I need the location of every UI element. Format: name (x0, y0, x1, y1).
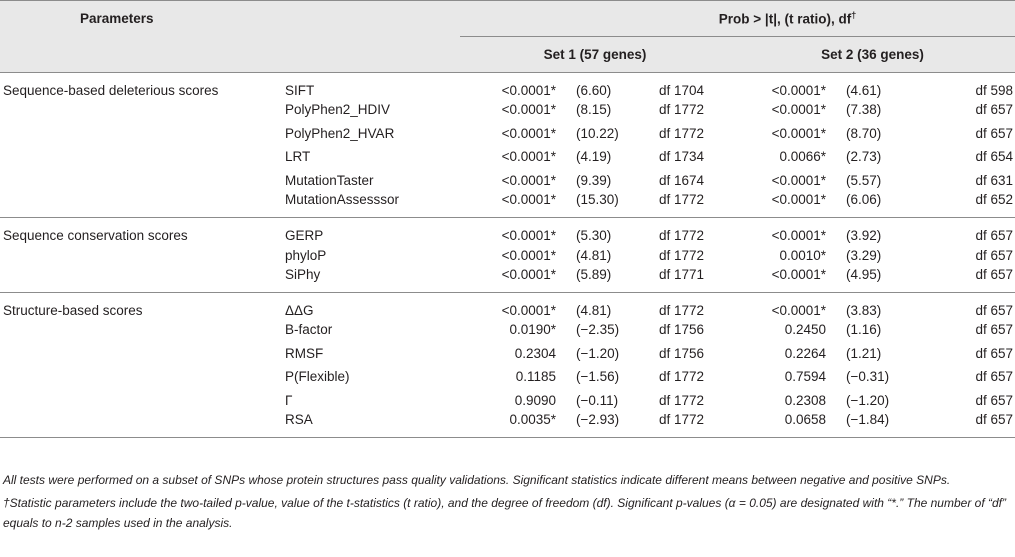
set2-p-value: 0.2264 (784, 345, 826, 361)
dagger-mark: † (851, 10, 857, 21)
set2-p-value: <0.0001* (771, 173, 826, 189)
group-label: Sequence-based deleterious scores (3, 83, 219, 98)
parameter-name: SiPhy (285, 266, 321, 282)
set2-p-value: 0.2450 (784, 322, 826, 338)
set1-t-ratio: (−1.20) (576, 345, 620, 361)
set2-t-ratio: (−1.84) (846, 412, 890, 428)
parameters-header: Parameters (80, 11, 154, 26)
table-row (0, 243, 1015, 267)
set2-p-value: 0.0010* (779, 247, 826, 263)
set1-df: df 1772 (659, 247, 705, 263)
set2-p-value: <0.0001* (771, 192, 826, 208)
group-label (0, 412, 285, 438)
set1-p-value: <0.0001* (501, 302, 556, 318)
set2-df: df 652 (975, 192, 1014, 208)
set1-p-value: <0.0001* (501, 149, 556, 165)
set2-t-ratio: (4.95) (846, 266, 882, 282)
set1-t-ratio: (4.81) (576, 247, 612, 263)
set2-df: df 657 (975, 302, 1014, 318)
set1-df: df 1756 (659, 322, 705, 338)
note-line-1: All tests were performed on a subset of SNPs whose protein structures pass quality validations. Significant statistics indicate different means between negative and positive SNPs. (3, 473, 951, 487)
set1-p-value: 0.9090 (514, 393, 556, 409)
set1-df: df 1772 (659, 393, 705, 409)
table-row (0, 267, 1015, 293)
set2-df: df 657 (975, 102, 1014, 118)
set2-df: df 657 (975, 369, 1014, 385)
set2-t-ratio: (6.06) (846, 192, 882, 208)
parameter-name: PolyPhen2_HDIV (285, 102, 391, 118)
table-row (0, 389, 1015, 413)
set1-p-value: <0.0001* (501, 192, 556, 208)
parameter-name: phyloP (285, 247, 327, 263)
table-header (0, 1, 1015, 73)
group-label (0, 389, 285, 413)
table-row (0, 145, 1015, 169)
table-row (0, 169, 1015, 193)
set1-df: df 1772 (659, 102, 705, 118)
prob-header-text: Prob > |t|, (t ratio), df (718, 11, 852, 27)
parameter-name: RSA (285, 412, 313, 428)
set1-p-value: <0.0001* (501, 266, 556, 282)
set1-df: df 1772 (659, 125, 705, 141)
set1-df: df 1734 (659, 149, 705, 165)
set2-df: df 657 (975, 322, 1014, 338)
set1-p-value: <0.0001* (501, 247, 556, 263)
set2-t-ratio: (3.83) (846, 302, 882, 318)
group-label (0, 267, 285, 293)
set2-p-value: 0.7594 (784, 369, 826, 385)
parameter-name: B-factor (285, 322, 333, 338)
set2-t-ratio: (−0.31) (846, 369, 890, 385)
set1-p-value: <0.0001* (501, 83, 556, 98)
group-label (0, 169, 285, 193)
table-row (0, 218, 1015, 244)
set2-p-value: <0.0001* (771, 266, 826, 282)
parameter-name: SIFT (285, 83, 315, 98)
set1-t-ratio: (10.22) (576, 125, 619, 141)
group-label (0, 122, 285, 146)
set2-df: df 657 (975, 345, 1014, 361)
set1-t-ratio: (5.30) (576, 228, 612, 244)
table-row (0, 98, 1015, 122)
set2-t-ratio: (7.38) (846, 102, 882, 118)
set2-t-ratio: (4.61) (846, 83, 882, 98)
set2-df: df 657 (975, 393, 1014, 409)
set2-t-ratio: (1.21) (846, 345, 882, 361)
set2-t-ratio: (8.70) (846, 125, 882, 141)
set2-df: df 657 (975, 228, 1014, 244)
set2-df: df 631 (975, 173, 1014, 189)
set1-t-ratio: (−1.56) (576, 369, 620, 385)
set2-df: df 657 (975, 412, 1014, 428)
set2-p-value: 0.0066* (779, 149, 826, 165)
set2-t-ratio: (1.16) (846, 322, 882, 338)
set2-p-value: 0.0658 (784, 412, 826, 428)
set2-header: Set 2 (36 genes) (730, 37, 1015, 73)
parameter-name: Γ (285, 393, 293, 409)
set1-t-ratio: (4.19) (576, 149, 612, 165)
set1-t-ratio: (5.89) (576, 266, 612, 282)
set1-t-ratio: (6.60) (576, 83, 612, 98)
table-notes (3, 470, 1008, 536)
set1-p-value: <0.0001* (501, 102, 556, 118)
set1-p-value: <0.0001* (501, 228, 556, 244)
table-row (0, 122, 1015, 146)
prob-header (560, 1, 1015, 37)
set1-df: df 1772 (659, 369, 705, 385)
parameter-name: P(Flexible) (285, 369, 350, 385)
table-row (0, 412, 1015, 438)
set1-df: df 1704 (659, 83, 705, 98)
set1-df: df 1772 (659, 228, 705, 244)
set2-df: df 654 (975, 149, 1014, 165)
set1-p-value: <0.0001* (501, 173, 556, 189)
set1-df: df 1674 (659, 173, 705, 189)
group-label: Structure-based scores (3, 302, 143, 318)
parameter-name: MutationAssesssor (285, 192, 400, 208)
group-label (0, 243, 285, 267)
parameter-name: ΔΔG (285, 302, 314, 318)
table-body (0, 73, 1015, 438)
set2-p-value: <0.0001* (771, 228, 826, 244)
set1-p-value: 0.0190* (509, 322, 556, 338)
group-label (0, 98, 285, 122)
group-label (0, 145, 285, 169)
parameter-name: LRT (285, 149, 311, 165)
set2-t-ratio: (3.29) (846, 247, 882, 263)
parameter-name: GERP (285, 228, 324, 244)
set2-p-value: <0.0001* (771, 125, 826, 141)
set2-t-ratio: (−1.20) (846, 393, 890, 409)
table-row (0, 192, 1015, 218)
set1-p-value: <0.0001* (501, 125, 556, 141)
group-label (0, 192, 285, 218)
set2-p-value: <0.0001* (771, 302, 826, 318)
set1-t-ratio: (−2.35) (576, 322, 620, 338)
group-label: Sequence conservation scores (3, 228, 188, 244)
set1-df: df 1771 (659, 266, 705, 282)
note-line-2: †Statistic parameters include the two-tailed p-value, value of the t-statistics (t ratio), and the degree of freedom (df). Significant p-values (α = 0.05) are designated with “*.” The number of “df” equals to n-2 samples used in the analysis. (3, 496, 1006, 530)
set2-df: df 657 (975, 266, 1014, 282)
set1-t-ratio: (−0.11) (576, 393, 619, 409)
table-row (0, 318, 1015, 342)
set2-p-value: 0.2308 (784, 393, 826, 409)
set1-df: df 1772 (659, 302, 705, 318)
set1-p-value: 0.1185 (515, 369, 556, 385)
group-label (0, 342, 285, 366)
set2-df: df 657 (975, 247, 1014, 263)
set1-p-value: 0.0035* (509, 412, 556, 428)
set1-t-ratio: (4.81) (576, 302, 612, 318)
set1-t-ratio: (8.15) (576, 102, 612, 118)
table-row (0, 292, 1015, 318)
parameter-name: MutationTaster (285, 173, 374, 189)
set1-df: df 1772 (659, 412, 705, 428)
set2-t-ratio: (3.92) (846, 228, 882, 244)
set1-df: df 1756 (659, 345, 705, 361)
table-row (0, 365, 1015, 389)
parameter-name: RMSF (285, 345, 324, 361)
header-spacer (0, 37, 460, 73)
table-row (0, 342, 1015, 366)
set1-df: df 1772 (659, 192, 705, 208)
set1-t-ratio: (−2.93) (576, 412, 620, 428)
set1-header: Set 1 (57 genes) (460, 37, 730, 73)
parameter-name: PolyPhen2_HVAR (285, 125, 395, 141)
set1-t-ratio: (15.30) (576, 192, 619, 208)
group-label (0, 318, 285, 342)
table-row (0, 73, 1015, 99)
set2-t-ratio: (5.57) (846, 173, 882, 189)
set1-p-value: 0.2304 (514, 345, 556, 361)
set2-df: df 657 (975, 125, 1014, 141)
set2-t-ratio: (2.73) (846, 149, 882, 165)
set1-t-ratio: (9.39) (576, 173, 612, 189)
group-label (0, 365, 285, 389)
set2-df: df 598 (975, 83, 1014, 98)
set2-p-value: <0.0001* (771, 102, 826, 118)
set2-p-value: <0.0001* (771, 83, 826, 98)
